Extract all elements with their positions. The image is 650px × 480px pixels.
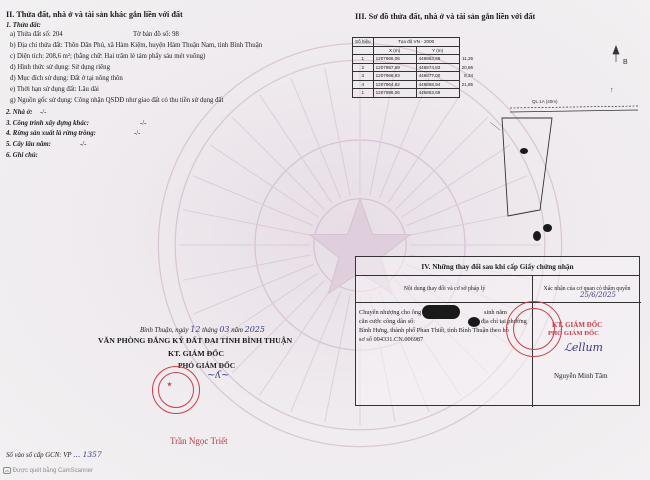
coordinate-table [352, 37, 476, 98]
redaction-mark [520, 148, 528, 154]
table-row: 1 1207966,06 446863,69 11,26 [353, 55, 476, 64]
redaction-mark [468, 317, 480, 327]
parcel-area: c) Diện tích: 208,6 m²; (bằng chữ: Hai trăm lẻ tám phẩy sáu mét vuông) [10, 53, 206, 60]
changes-content-header: Nội dung thay đổi và cơ sở pháp lý [356, 276, 533, 303]
changes-confirm-header: Xác nhận của cơ quan có thẩm quyền [533, 276, 641, 303]
transfer-line-4: sơ số 004331.CN.006987 [359, 336, 424, 343]
usage-purpose: đ) Mục đích sử dụng: Đất ở tại nông thôn [10, 75, 123, 82]
transfer-line-3: Bình Hưng, thành phố Phan Thiết, tỉnh Bình Thuận theo hồ [359, 327, 509, 334]
transfer-line-2: căn cước công dân số: [359, 318, 416, 325]
kt-director-left: KT. GIÁM ĐỐC [168, 349, 224, 358]
other-construction-label: 3. Công trình xây dựng khác: [6, 120, 90, 127]
house-value: -/- [40, 109, 47, 116]
parcel-diagram [480, 40, 640, 250]
svg-text:↑: ↑ [610, 87, 614, 94]
redaction-mark [422, 305, 460, 319]
changes-section-title: IV. Những thay đổi sau khi cấp Giấy chứng nhận [356, 257, 639, 276]
north-label: B [623, 59, 628, 66]
table-row: 1 1207986,06 446863,69 [353, 89, 476, 98]
scanner-watermark: cs Được quét bằng CamScanner [5, 468, 93, 475]
table-row: 3 1207966,93 446877,00 8,34 [353, 72, 476, 81]
left-section-title: II. Thửa đất, nhà ở và tài sản khác gắn liền với đất [6, 10, 183, 19]
redaction-mark [543, 224, 552, 232]
deputy-director-right: PHÓ GIÁM ĐỐC [548, 330, 599, 337]
table-header-coords: Tọa độ VN - 2000 [373, 38, 459, 47]
map-sheet-number: Tờ bản đồ số: 98 [133, 31, 179, 38]
right-section-title: III. Sơ đồ thửa đất, nhà ở và tài sản gắn liền với đất [355, 12, 536, 21]
table-row: 2 1207987,69 446874,83 20,86 [353, 63, 476, 72]
official-seal-left: ★ [152, 366, 200, 414]
perennial-trees-value: -/- [80, 141, 87, 148]
table-header-x: X (m) [373, 46, 416, 55]
table-row: 4 1207964,82 446868,94 21,85 [353, 80, 476, 89]
usage-term: e) Thời hạn sử dụng đất: Lâu dài [10, 86, 99, 93]
issuing-office: VĂN PHÒNG ĐĂNG KÝ ĐẤT ĐAI TỈNH BÌNH THUẬN [98, 336, 293, 345]
usage-form: d) Hình thức sử dụng: Sử dụng riêng [10, 64, 110, 71]
left-signature: ~ʎ~ [207, 370, 230, 381]
changes-section [355, 256, 640, 406]
right-signer-name: Nguyễn Minh Tâm [554, 372, 608, 380]
table-header-point: Số hiệu [353, 38, 374, 47]
redaction-mark [533, 231, 541, 241]
land-parcel-heading: 1. Thửa đất: [6, 22, 41, 29]
confirm-date: 25/6/2025 [580, 291, 616, 299]
transfer-line-1: Chuyển nhượng cho ông [359, 309, 422, 316]
deputy-director-left: PHÓ GIÁM ĐỐC [178, 361, 236, 370]
house-label: 2. Nhà ở: [6, 109, 33, 116]
usage-origin: g) Nguồn gốc sử dụng: Công nhận QSDĐ như giao đất có thu tiền sử dụng đất [10, 97, 224, 104]
parcel-number: a) Thửa đất số: 204 [10, 31, 63, 38]
cert-register-number: Số vào sổ cấp GCN: VP ... 1357 [6, 450, 102, 459]
notes-label: 6. Ghi chú: [6, 152, 38, 159]
camscanner-icon: cs [5, 468, 9, 473]
transfer-line-1-tail: sinh năm [484, 309, 507, 316]
official-seal-right [506, 301, 562, 357]
planted-forest-label: 4. Rừng sản xuất là rừng trồng: [6, 130, 96, 137]
road-label: QL.1A (40m) [532, 99, 558, 104]
other-construction-value: -/- [140, 120, 147, 127]
issue-date-line: Bình Thuận, ngày 12 tháng 03 năm 2025 [140, 325, 265, 334]
table-header-y: Y (m) [416, 46, 459, 55]
parcel-address: b) Địa chỉ thửa đất: Thôn Dân Phú, xã Hàm Kiệm, huyện Hàm Thuận Nam, tỉnh Bình Thuận [10, 42, 263, 49]
transfer-line-2-tail: địa chỉ tại phường [481, 318, 527, 325]
kt-director-right: KT. GIÁM ĐỐC [552, 321, 603, 329]
left-signer-name: Trần Ngọc Triết [170, 436, 228, 446]
right-signature: ℒellum [564, 341, 603, 354]
planted-forest-value: -/- [134, 130, 141, 137]
perennial-trees-label: 5. Cây lâu năm: [6, 141, 51, 148]
